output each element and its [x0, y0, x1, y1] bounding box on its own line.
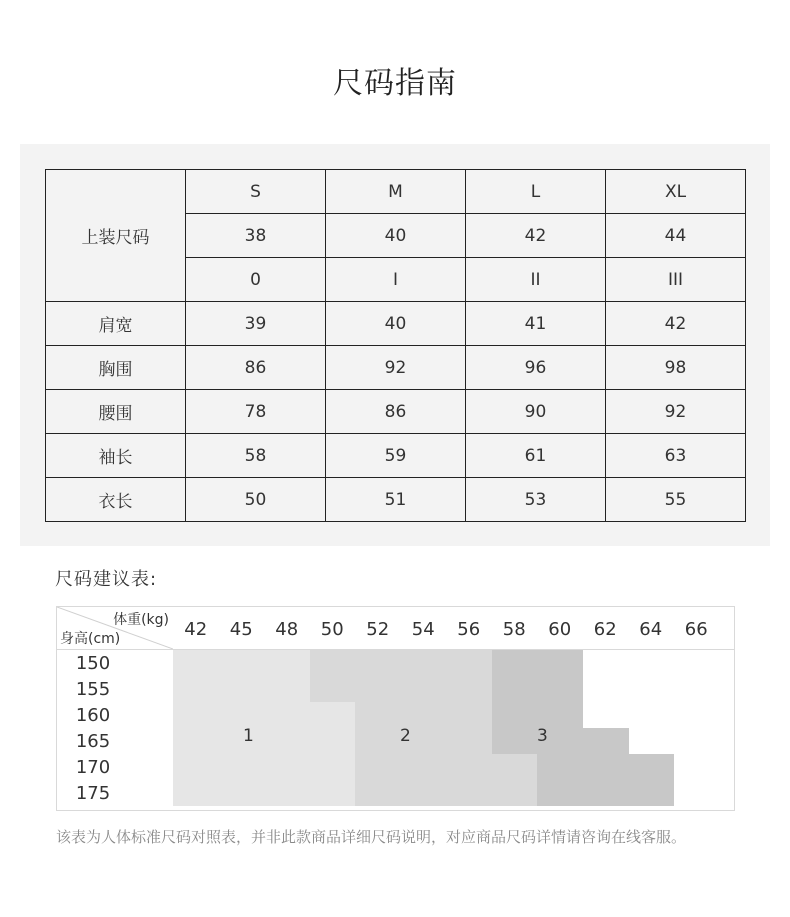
weight-label: 64 [639, 619, 663, 640]
table-cell: 41 [466, 302, 606, 346]
table-row [46, 302, 746, 346]
size-table [45, 169, 746, 522]
weight-label: 52 [366, 619, 390, 640]
weight-label: 66 [684, 619, 708, 640]
number-size-cell: 38 [186, 214, 326, 258]
size-zone-1 [310, 702, 356, 806]
grid-corner-header [57, 607, 173, 649]
table-cell: 40 [326, 302, 466, 346]
letter-size-cell: S [186, 170, 326, 214]
roman-size-cell: 0 [186, 258, 326, 302]
table-row [46, 434, 746, 478]
height-label: 160 [75, 705, 111, 726]
zone-label-3: 3 [537, 726, 548, 746]
height-label: 165 [75, 731, 111, 752]
height-axis-label: 身高(cm) [60, 631, 121, 647]
table-cell: 98 [606, 346, 746, 390]
row-label-sleeve: 袖长 [46, 434, 186, 478]
zone-label-1: 1 [243, 726, 254, 746]
number-size-cell: 40 [326, 214, 466, 258]
table-cell: 96 [466, 346, 606, 390]
table-cell: 90 [466, 390, 606, 434]
height-label: 170 [75, 757, 111, 778]
row-header-top-size: 上装尺码 [46, 170, 186, 302]
table-cell: 61 [466, 434, 606, 478]
zone-label-2: 2 [400, 726, 411, 746]
weight-label: 54 [411, 619, 435, 640]
weight-label: 62 [593, 619, 617, 640]
table-row [46, 170, 746, 214]
number-size-cell: 44 [606, 214, 746, 258]
table-cell: 55 [606, 478, 746, 522]
table-cell: 78 [186, 390, 326, 434]
weight-label: 58 [502, 619, 526, 640]
size-zone-2 [310, 650, 493, 702]
table-cell: 51 [326, 478, 466, 522]
size-zone-1 [173, 650, 310, 806]
table-cell: 92 [606, 390, 746, 434]
weight-label: 50 [320, 619, 344, 640]
size-advice-title: 尺码建议表: [55, 569, 158, 590]
table-cell: 39 [186, 302, 326, 346]
table-row [46, 390, 746, 434]
roman-size-cell: III [606, 258, 746, 302]
weight-label: 56 [457, 619, 481, 640]
weight-axis-label: 体重(kg) [113, 612, 169, 628]
size-zone-2 [492, 754, 538, 806]
table-cell: 86 [326, 390, 466, 434]
row-label-length: 衣长 [46, 478, 186, 522]
table-cell: 59 [326, 434, 466, 478]
table-cell: 53 [466, 478, 606, 522]
weight-label: 60 [548, 619, 572, 640]
table-row [46, 478, 746, 522]
roman-size-cell: II [466, 258, 606, 302]
size-zone-3 [628, 754, 674, 806]
row-label-waist: 腰围 [46, 390, 186, 434]
size-zone-2 [355, 702, 492, 806]
size-zone-3 [583, 728, 629, 806]
weight-label: 42 [184, 619, 208, 640]
size-zone-3 [537, 754, 583, 806]
number-size-cell: 42 [466, 214, 606, 258]
size-advice-grid [56, 606, 735, 811]
table-cell: 58 [186, 434, 326, 478]
row-label-shoulder: 肩宽 [46, 302, 186, 346]
letter-size-cell: L [466, 170, 606, 214]
weight-label: 48 [275, 619, 299, 640]
table-cell: 63 [606, 434, 746, 478]
roman-size-cell: I [326, 258, 466, 302]
letter-size-cell: XL [606, 170, 746, 214]
table-cell: 42 [606, 302, 746, 346]
weight-label: 45 [229, 619, 253, 640]
table-cell: 92 [326, 346, 466, 390]
table-cell: 50 [186, 478, 326, 522]
letter-size-cell: M [326, 170, 466, 214]
page-title: 尺码指南 [333, 66, 457, 101]
table-row [46, 346, 746, 390]
height-label: 155 [75, 679, 111, 700]
footnote: 该表为人体标准尺码对照表，并非此款商品详细尺码说明，对应商品尺码详情请咨询在线客服。 [56, 828, 687, 846]
height-label: 150 [75, 653, 111, 674]
table-cell: 86 [186, 346, 326, 390]
height-label: 175 [75, 783, 111, 804]
row-label-chest: 胸围 [46, 346, 186, 390]
